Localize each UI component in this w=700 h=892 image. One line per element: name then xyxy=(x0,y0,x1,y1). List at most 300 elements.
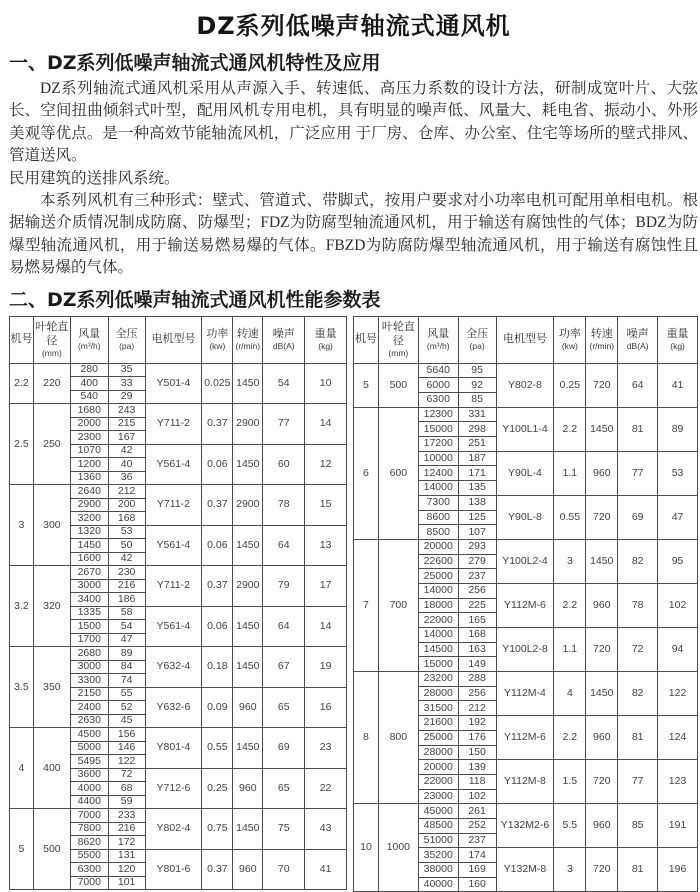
cell-noise: 82 xyxy=(618,539,658,583)
cell-air-volume: 2000 xyxy=(70,417,108,431)
header-air-volume: 风量 (m³/h) xyxy=(70,316,108,363)
cell-motor-model: Y100L2-8 xyxy=(496,628,554,672)
cell-air-volume: 3000 xyxy=(70,579,108,593)
cell-total-pressure: 95 xyxy=(458,363,496,378)
cell-noise: 69 xyxy=(263,728,305,769)
cell-speed: 720 xyxy=(586,495,618,539)
cell-model-no: 7 xyxy=(354,539,379,671)
cell-model-no: 3.5 xyxy=(10,647,34,728)
cell-total-pressure: 216 xyxy=(108,822,145,836)
cell-total-pressure: 146 xyxy=(108,741,145,755)
cell-speed: 1450 xyxy=(233,809,263,850)
cell-speed: 1450 xyxy=(586,672,618,716)
performance-table-right xyxy=(353,316,698,892)
cell-total-pressure: 92 xyxy=(458,378,496,393)
cell-speed: 720 xyxy=(586,760,618,804)
cell-power: 3 xyxy=(554,848,586,892)
cell-weight: 16 xyxy=(305,687,347,728)
performance-table-left xyxy=(9,316,347,891)
cell-power: 1.5 xyxy=(554,760,586,804)
cell-total-pressure: 186 xyxy=(108,593,145,607)
section1-paragraph-2: 民用建筑的送排风系统。 xyxy=(9,169,180,187)
cell-noise: 78 xyxy=(618,583,658,627)
cell-total-pressure: 167 xyxy=(108,431,145,445)
cell-noise: 85 xyxy=(618,804,658,848)
cell-air-volume: 1500 xyxy=(70,620,108,634)
cell-air-volume: 3200 xyxy=(70,512,108,526)
header-impeller-diameter: 叶轮直径 (mm) xyxy=(378,316,418,363)
header-noise: 噪声 dB(A) xyxy=(263,316,305,363)
cell-total-pressure: 107 xyxy=(458,525,496,540)
cell-noise: 77 xyxy=(263,404,305,445)
cell-weight: 14 xyxy=(305,404,347,445)
cell-air-volume: 48500 xyxy=(418,818,458,833)
cell-air-volume: 22600 xyxy=(418,554,458,569)
cell-total-pressure: 68 xyxy=(108,782,145,796)
cell-power: 3 xyxy=(554,539,586,583)
cell-speed: 1450 xyxy=(586,407,618,451)
cell-air-volume: 4000 xyxy=(70,782,108,796)
cell-air-volume: 14000 xyxy=(418,628,458,643)
cell-air-volume: 14000 xyxy=(418,481,458,496)
cell-total-pressure: 252 xyxy=(458,818,496,833)
cell-impeller-diameter: 500 xyxy=(378,363,418,407)
cell-total-pressure: 122 xyxy=(108,755,145,769)
cell-total-pressure: 29 xyxy=(108,390,145,404)
cell-total-pressure: 55 xyxy=(108,687,145,701)
cell-model-no: 5 xyxy=(10,809,34,890)
cell-noise: 65 xyxy=(263,768,305,809)
cell-air-volume: 20000 xyxy=(418,760,458,775)
cell-total-pressure: 171 xyxy=(458,466,496,481)
cell-weight: 41 xyxy=(305,849,347,890)
cell-model-no: 3.2 xyxy=(10,566,34,647)
cell-impeller-diameter: 220 xyxy=(33,363,70,404)
cell-power: 0.37 xyxy=(202,485,233,526)
table-row xyxy=(354,672,698,687)
cell-air-volume: 8620 xyxy=(70,836,108,850)
cell-total-pressure: 298 xyxy=(458,422,496,437)
cell-air-volume: 4500 xyxy=(70,728,108,742)
cell-model-no: 10 xyxy=(354,804,379,892)
page-title: DZ系列低噪声轴流式通风机 xyxy=(196,12,511,40)
cell-air-volume: 5000 xyxy=(70,741,108,755)
cell-noise: 54 xyxy=(263,363,305,404)
cell-weight: 14 xyxy=(305,606,347,647)
cell-total-pressure: 42 xyxy=(108,444,145,458)
section1-paragraph-3: 本系列风机有三种形式：壁式、管道式、带脚式，按用户要求对小功率电机可配用单相电机。根据输送介质情况制成防腐、防爆型；FDZ为防腐型轴流通风机，用于输送有腐蚀性的气体；BDZ为防爆型轴流通风机，用于输送易燃易爆的气体。FBZD为防腐防爆型轴流通风机，用于输送有腐蚀性且易燃易爆的气体。 xyxy=(9,192,698,277)
cell-noise: 65 xyxy=(263,687,305,728)
table-row xyxy=(10,363,347,377)
cell-total-pressure: 288 xyxy=(458,672,496,687)
header-noise: 噪声 dB(A) xyxy=(618,316,658,363)
cell-weight: 15 xyxy=(305,485,347,526)
cell-air-volume: 12400 xyxy=(418,466,458,481)
cell-air-volume: 7000 xyxy=(70,809,108,823)
cell-air-volume: 28000 xyxy=(418,686,458,701)
cell-impeller-diameter: 600 xyxy=(378,407,418,539)
cell-weight: 22 xyxy=(305,768,347,809)
cell-air-volume: 1700 xyxy=(70,633,108,647)
header-air-volume: 风量 (m³/h) xyxy=(418,316,458,363)
cell-noise: 64 xyxy=(263,606,305,647)
cell-total-pressure: 243 xyxy=(108,404,145,418)
cell-noise: 72 xyxy=(618,628,658,672)
cell-air-volume: 25000 xyxy=(418,730,458,745)
table-row xyxy=(10,728,347,742)
cell-air-volume: 51000 xyxy=(418,833,458,848)
cell-air-volume: 5500 xyxy=(70,849,108,863)
cell-speed: 720 xyxy=(586,363,618,407)
cell-model-no: 8 xyxy=(354,672,379,804)
cell-air-volume: 5495 xyxy=(70,755,108,769)
cell-motor-model: Y100L2-4 xyxy=(496,539,554,583)
cell-power: 0.75 xyxy=(202,809,233,850)
cell-speed: 960 xyxy=(586,583,618,627)
cell-motor-model: Y802-8 xyxy=(496,363,554,407)
cell-total-pressure: 212 xyxy=(458,701,496,716)
cell-power: 0.55 xyxy=(554,495,586,539)
cell-noise: 70 xyxy=(263,849,305,890)
cell-motor-model: Y501-4 xyxy=(145,363,202,404)
cell-air-volume: 6300 xyxy=(418,393,458,408)
cell-total-pressure: 233 xyxy=(108,809,145,823)
cell-speed: 960 xyxy=(586,804,618,848)
cell-impeller-diameter: 700 xyxy=(378,539,418,671)
cell-motor-model: Y112M-4 xyxy=(496,672,554,716)
cell-power: 4 xyxy=(554,672,586,716)
cell-air-volume: 6300 xyxy=(70,863,108,877)
cell-weight: 23 xyxy=(305,728,347,769)
cell-air-volume: 14000 xyxy=(418,583,458,598)
cell-power: 2.2 xyxy=(554,716,586,760)
cell-total-pressure: 279 xyxy=(458,554,496,569)
cell-power: 0.25 xyxy=(554,363,586,407)
cell-total-pressure: 256 xyxy=(458,686,496,701)
cell-weight: 89 xyxy=(658,407,698,451)
cell-model-no: 6 xyxy=(354,407,379,539)
cell-total-pressure: 138 xyxy=(458,495,496,510)
cell-power: 1.1 xyxy=(554,451,586,495)
cell-air-volume: 1320 xyxy=(70,525,108,539)
cell-total-pressure: 84 xyxy=(108,660,145,674)
cell-total-pressure: 293 xyxy=(458,539,496,554)
cell-air-volume: 18000 xyxy=(418,598,458,613)
cell-total-pressure: 331 xyxy=(458,407,496,422)
cell-power: 5.5 xyxy=(554,804,586,848)
cell-total-pressure: 225 xyxy=(458,598,496,613)
cell-motor-model: Y632-6 xyxy=(145,687,202,728)
header-motor-model: 电机型号 xyxy=(145,316,202,363)
header-impeller-diameter: 叶轮直径 (mm) xyxy=(33,316,70,363)
cell-air-volume: 2150 xyxy=(70,687,108,701)
cell-noise: 82 xyxy=(618,672,658,716)
cell-power: 0.18 xyxy=(202,647,233,688)
cell-air-volume: 1680 xyxy=(70,404,108,418)
cell-weight: 47 xyxy=(658,495,698,539)
cell-total-pressure: 42 xyxy=(108,552,145,566)
cell-impeller-diameter: 320 xyxy=(33,566,70,647)
cell-motor-model: Y711-2 xyxy=(145,404,202,445)
header-speed: 转速 (r/min) xyxy=(586,316,618,363)
table-row xyxy=(354,407,698,422)
cell-air-volume: 1070 xyxy=(70,444,108,458)
cell-impeller-diameter: 400 xyxy=(33,728,70,809)
cell-motor-model: Y100L1-4 xyxy=(496,407,554,451)
cell-air-volume: 1600 xyxy=(70,552,108,566)
cell-weight: 10 xyxy=(305,363,347,404)
cell-air-volume: 7800 xyxy=(70,822,108,836)
cell-total-pressure: 53 xyxy=(108,525,145,539)
cell-speed: 1450 xyxy=(233,647,263,688)
cell-impeller-diameter: 250 xyxy=(33,404,70,485)
cell-air-volume: 40000 xyxy=(418,877,458,892)
cell-total-pressure: 139 xyxy=(458,760,496,775)
cell-speed: 2900 xyxy=(233,485,263,526)
header-total-pressure: 全压 (pa) xyxy=(458,316,496,363)
cell-total-pressure: 85 xyxy=(458,393,496,408)
cell-noise: 79 xyxy=(263,566,305,607)
cell-total-pressure: 131 xyxy=(108,849,145,863)
cell-motor-model: Y561-4 xyxy=(145,525,202,566)
cell-speed: 720 xyxy=(586,628,618,672)
table-row xyxy=(354,804,698,819)
cell-air-volume: 22000 xyxy=(418,774,458,789)
cell-power: 0.025 xyxy=(202,363,233,404)
cell-weight: 17 xyxy=(305,566,347,607)
cell-speed: 960 xyxy=(586,716,618,760)
cell-motor-model: Y802-4 xyxy=(145,809,202,850)
cell-speed: 960 xyxy=(233,768,263,809)
cell-total-pressure: 59 xyxy=(108,795,145,809)
cell-weight: 123 xyxy=(658,760,698,804)
cell-air-volume: 10000 xyxy=(418,451,458,466)
cell-air-volume: 540 xyxy=(70,390,108,404)
table-row xyxy=(10,404,347,418)
cell-total-pressure: 216 xyxy=(108,579,145,593)
header-model-no: 机号 xyxy=(354,316,379,363)
cell-model-no: 2.5 xyxy=(10,404,34,485)
cell-weight: 124 xyxy=(658,716,698,760)
cell-total-pressure: 163 xyxy=(458,642,496,657)
cell-total-pressure: 237 xyxy=(458,569,496,584)
cell-air-volume: 8600 xyxy=(418,510,458,525)
cell-air-volume: 22000 xyxy=(418,613,458,628)
cell-noise: 81 xyxy=(618,716,658,760)
cell-total-pressure: 251 xyxy=(458,437,496,452)
cell-total-pressure: 58 xyxy=(108,606,145,620)
cell-air-volume: 25000 xyxy=(418,569,458,584)
cell-power: 2.2 xyxy=(554,583,586,627)
cell-weight: 196 xyxy=(658,848,698,892)
cell-total-pressure: 169 xyxy=(458,863,496,878)
cell-power: 0.37 xyxy=(202,404,233,445)
cell-air-volume: 3400 xyxy=(70,593,108,607)
cell-air-volume: 4400 xyxy=(70,795,108,809)
cell-air-volume: 1360 xyxy=(70,471,108,485)
header-total-pressure: 全压 (pa) xyxy=(108,316,145,363)
cell-motor-model: Y90L-4 xyxy=(496,451,554,495)
cell-weight: 122 xyxy=(658,672,698,716)
performance-tables xyxy=(9,316,698,892)
cell-total-pressure: 50 xyxy=(108,539,145,553)
cell-noise: 77 xyxy=(618,760,658,804)
cell-air-volume: 23000 xyxy=(418,789,458,804)
cell-total-pressure: 118 xyxy=(458,774,496,789)
cell-weight: 95 xyxy=(658,539,698,583)
table-row xyxy=(354,539,698,554)
cell-motor-model: Y711-2 xyxy=(145,566,202,607)
cell-weight: 12 xyxy=(305,444,347,485)
cell-total-pressure: 74 xyxy=(108,674,145,688)
cell-power: 1.1 xyxy=(554,628,586,672)
cell-air-volume: 280 xyxy=(70,363,108,377)
cell-air-volume: 8500 xyxy=(418,525,458,540)
section1-paragraph-1: DZ系列轴流式通风机采用从声源入手、转速低、高压力系数的设计方法，研制成宽叶片、大弦长、空间扭曲倾斜式叶型，配用风机专用电机，具有明显的噪声低、风量大、耗电省、振动小、外形美观等优点。是一种高效节能轴流风机，广泛应用 于厂房、仓库、办公室、住宅等场所的壁式排风、管道送风。 xyxy=(9,80,698,165)
cell-power: 0.09 xyxy=(202,687,233,728)
cell-speed: 960 xyxy=(233,687,263,728)
cell-air-volume: 45000 xyxy=(418,804,458,819)
cell-motor-model: Y112M-8 xyxy=(496,760,554,804)
cell-model-no: 5 xyxy=(354,363,379,407)
table-row xyxy=(10,485,347,499)
cell-total-pressure: 192 xyxy=(458,716,496,731)
cell-air-volume: 2670 xyxy=(70,566,108,580)
cell-total-pressure: 54 xyxy=(108,620,145,634)
cell-total-pressure: 160 xyxy=(458,877,496,892)
table-row xyxy=(10,809,347,823)
cell-noise: 78 xyxy=(263,485,305,526)
cell-air-volume: 5640 xyxy=(418,363,458,378)
cell-air-volume: 14500 xyxy=(418,642,458,657)
cell-motor-model: Y632-4 xyxy=(145,647,202,688)
header-weight: 重量 (kg) xyxy=(658,316,698,363)
cell-air-volume: 2630 xyxy=(70,714,108,728)
header-motor-model: 电机型号 xyxy=(496,316,554,363)
cell-model-no: 3 xyxy=(10,485,34,566)
cell-total-pressure: 36 xyxy=(108,471,145,485)
cell-air-volume: 20000 xyxy=(418,539,458,554)
cell-motor-model: Y90L-8 xyxy=(496,495,554,539)
cell-speed: 720 xyxy=(586,848,618,892)
cell-total-pressure: 33 xyxy=(108,377,145,391)
cell-air-volume: 1200 xyxy=(70,458,108,472)
cell-air-volume: 3600 xyxy=(70,768,108,782)
cell-total-pressure: 45 xyxy=(108,714,145,728)
cell-power: 0.06 xyxy=(202,525,233,566)
cell-air-volume: 23200 xyxy=(418,672,458,687)
cell-total-pressure: 47 xyxy=(108,633,145,647)
cell-speed: 1450 xyxy=(233,606,263,647)
cell-air-volume: 400 xyxy=(70,377,108,391)
cell-total-pressure: 174 xyxy=(458,848,496,863)
cell-air-volume: 3300 xyxy=(70,674,108,688)
cell-noise: 64 xyxy=(618,363,658,407)
cell-motor-model: Y561-4 xyxy=(145,444,202,485)
cell-total-pressure: 156 xyxy=(108,728,145,742)
cell-speed: 1450 xyxy=(233,363,263,404)
header-speed: 转速 (r/min) xyxy=(233,316,263,363)
cell-air-volume: 7000 xyxy=(70,876,108,890)
cell-air-volume: 7300 xyxy=(418,495,458,510)
cell-total-pressure: 125 xyxy=(458,510,496,525)
cell-noise: 64 xyxy=(263,525,305,566)
cell-total-pressure: 168 xyxy=(458,628,496,643)
cell-total-pressure: 237 xyxy=(458,833,496,848)
cell-speed: 960 xyxy=(586,451,618,495)
cell-model-no: 2.2 xyxy=(10,363,34,404)
cell-speed: 1450 xyxy=(233,444,263,485)
cell-motor-model: Y561-4 xyxy=(145,606,202,647)
cell-total-pressure: 168 xyxy=(108,512,145,526)
cell-total-pressure: 256 xyxy=(458,583,496,598)
cell-impeller-diameter: 500 xyxy=(33,809,70,890)
cell-total-pressure: 135 xyxy=(458,481,496,496)
cell-air-volume: 12300 xyxy=(418,407,458,422)
cell-total-pressure: 176 xyxy=(458,730,496,745)
header-power: 功率 (kw) xyxy=(202,316,233,363)
cell-air-volume: 2300 xyxy=(70,431,108,445)
cell-power: 0.06 xyxy=(202,606,233,647)
cell-air-volume: 1335 xyxy=(70,606,108,620)
cell-total-pressure: 35 xyxy=(108,363,145,377)
cell-air-volume: 15000 xyxy=(418,422,458,437)
cell-weight: 53 xyxy=(658,451,698,495)
cell-impeller-diameter: 350 xyxy=(33,647,70,728)
cell-impeller-diameter: 300 xyxy=(33,485,70,566)
cell-motor-model: Y132M2-6 xyxy=(496,804,554,848)
table-row xyxy=(10,647,347,661)
cell-weight: 191 xyxy=(658,804,698,848)
cell-motor-model: Y112M-6 xyxy=(496,716,554,760)
cell-weight: 41 xyxy=(658,363,698,407)
cell-air-volume: 21600 xyxy=(418,716,458,731)
cell-air-volume: 2680 xyxy=(70,647,108,661)
cell-air-volume: 6000 xyxy=(418,378,458,393)
cell-noise: 81 xyxy=(618,407,658,451)
cell-air-volume: 17200 xyxy=(418,437,458,452)
cell-motor-model: Y132M-8 xyxy=(496,848,554,892)
header-power: 功率 (kw) xyxy=(554,316,586,363)
cell-power: 0.37 xyxy=(202,849,233,890)
cell-power: 0.37 xyxy=(202,566,233,607)
cell-air-volume: 2900 xyxy=(70,498,108,512)
cell-air-volume: 3000 xyxy=(70,660,108,674)
cell-air-volume: 28000 xyxy=(418,745,458,760)
cell-air-volume: 35200 xyxy=(418,848,458,863)
cell-noise: 77 xyxy=(618,451,658,495)
cell-speed: 2900 xyxy=(233,566,263,607)
cell-speed: 1450 xyxy=(233,728,263,769)
cell-total-pressure: 40 xyxy=(108,458,145,472)
cell-speed: 2900 xyxy=(233,404,263,445)
cell-power: 2.2 xyxy=(554,407,586,451)
cell-speed: 1450 xyxy=(586,539,618,583)
cell-air-volume: 15000 xyxy=(418,657,458,672)
cell-total-pressure: 52 xyxy=(108,701,145,715)
cell-motor-model: Y801-6 xyxy=(145,849,202,890)
cell-total-pressure: 102 xyxy=(458,789,496,804)
cell-noise: 81 xyxy=(618,848,658,892)
cell-total-pressure: 212 xyxy=(108,485,145,499)
cell-air-volume: 38000 xyxy=(418,863,458,878)
cell-power: 0.55 xyxy=(202,728,233,769)
table-row xyxy=(10,566,347,580)
cell-motor-model: Y712-6 xyxy=(145,768,202,809)
cell-total-pressure: 261 xyxy=(458,804,496,819)
cell-impeller-diameter: 1000 xyxy=(378,804,418,892)
cell-total-pressure: 89 xyxy=(108,647,145,661)
